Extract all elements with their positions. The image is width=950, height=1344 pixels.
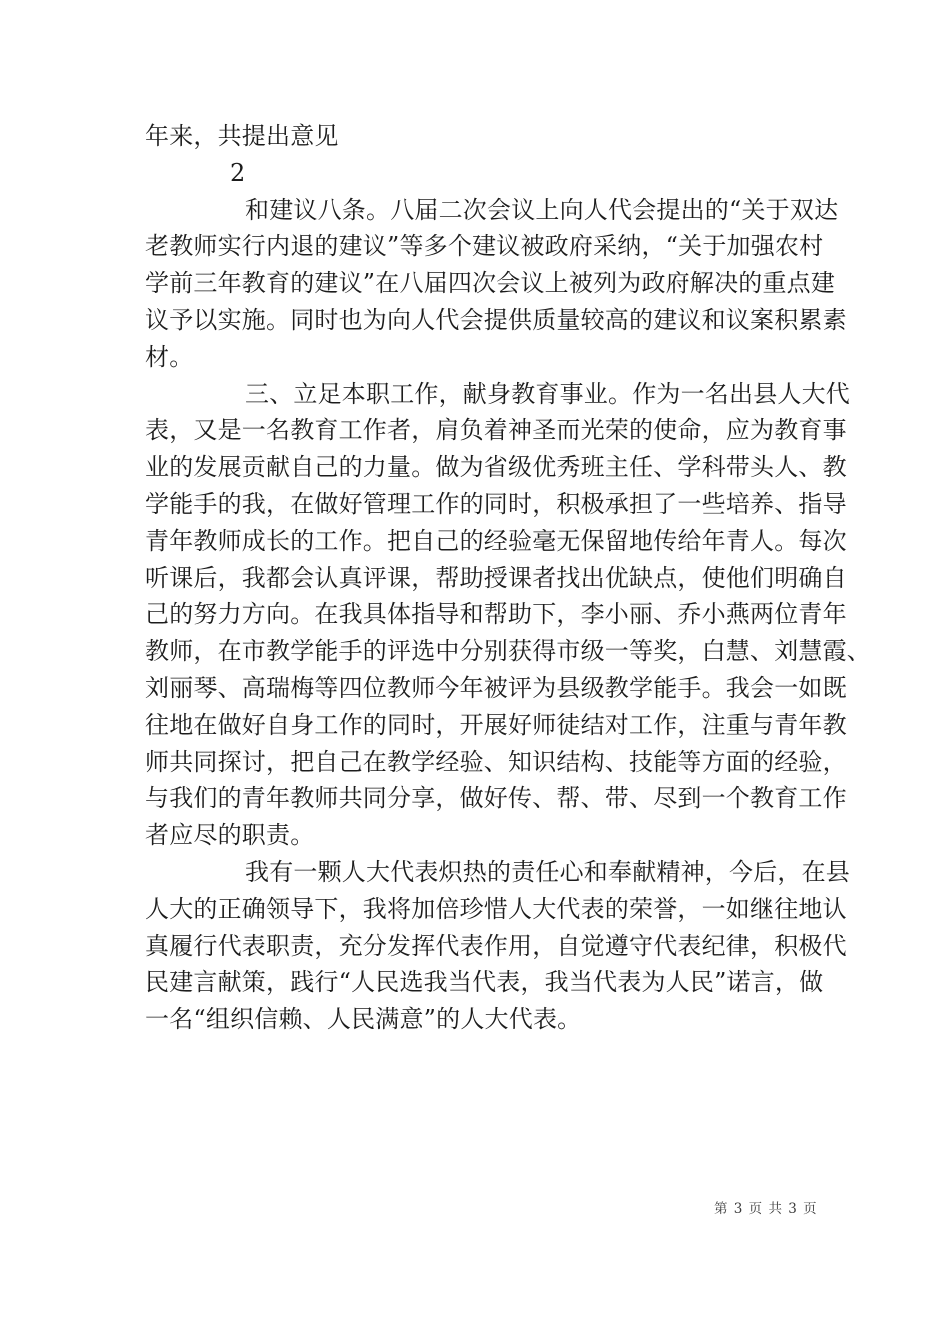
document-line: 教师，在市教学能手的评选中分别获得市级一等奖，白慧、刘慧霞、: [145, 637, 871, 666]
document-line: 听课后，我都会认真评课，帮助授课者找出优缺点，使他们明确自: [145, 563, 847, 592]
document-line: 师共同探讨，把自己在教学经验、知识结构、技能等方面的经验，: [145, 747, 847, 776]
document-line: 表，又是一名教育工作者，肩负着神圣而光荣的使命，应为教育事: [145, 416, 847, 445]
document-line: 和建议八条。八届二次会议上向人代会提出的“关于双达: [245, 195, 839, 224]
document-line: 己的努力方向。在我具体指导和帮助下，李小丽、乔小燕两位青年: [145, 600, 847, 629]
page-number: 第 3 页 共 3 页: [714, 1201, 818, 1217]
document-line: 议予以实施。同时也为向人代会提供质量较高的建议和议案积累素: [145, 305, 847, 334]
document-line: 学前三年教育的建议”在八届四次会议上被列为政府解决的重点建: [145, 269, 836, 298]
document-line: 青年教师成长的工作。把自己的经验毫无保留地传给年青人。每次: [145, 526, 847, 555]
document-line: 材。: [145, 342, 194, 371]
document-line: 刘丽琴、高瑞梅等四位教师今年被评为县级教学能手。我会一如既: [145, 673, 847, 702]
document-line: 业的发展贡献自己的力量。做为省级优秀班主任、学科带头人、教: [145, 453, 847, 482]
document-line: 与我们的青年教师共同分享，做好传、帮、带、尽到一个教育工作: [145, 784, 847, 813]
document-line: 我有一颗人大代表炽热的责任心和奉献精神，今后，在县: [245, 857, 850, 886]
document-line: 者应尽的职责。: [145, 821, 315, 850]
document-line: 人大的正确领导下，我将加倍珍惜人大代表的荣誉，一如继往地认: [145, 894, 847, 923]
document-line: 民建言献策，践行“人民选我当代表，我当代表为人民”诺言，做: [145, 968, 824, 997]
document-line: 2: [230, 158, 246, 187]
document-line: 年来，共提出意见: [145, 122, 339, 150]
document-line: 一名“组织信赖、人民满意”的人大代表。: [145, 1005, 582, 1034]
document-line: 三、立足本职工作，献身教育事业。作为一名出县人大代: [245, 379, 850, 408]
document-body: [145, 118, 871, 1038]
document-line: 学能手的我，在做好管理工作的同时，积极承担了一些培养、指导: [145, 489, 847, 518]
document-line: 真履行代表职责，充分发挥代表作用，自觉遵守代表纪律，积极代: [145, 931, 847, 960]
document-line: 往地在做好自身工作的同时，开展好师徒结对工作，注重与青年教: [145, 710, 847, 739]
document-line: 老教师实行内退的建议”等多个建议被政府采纳，“关于加强农村: [145, 232, 824, 261]
